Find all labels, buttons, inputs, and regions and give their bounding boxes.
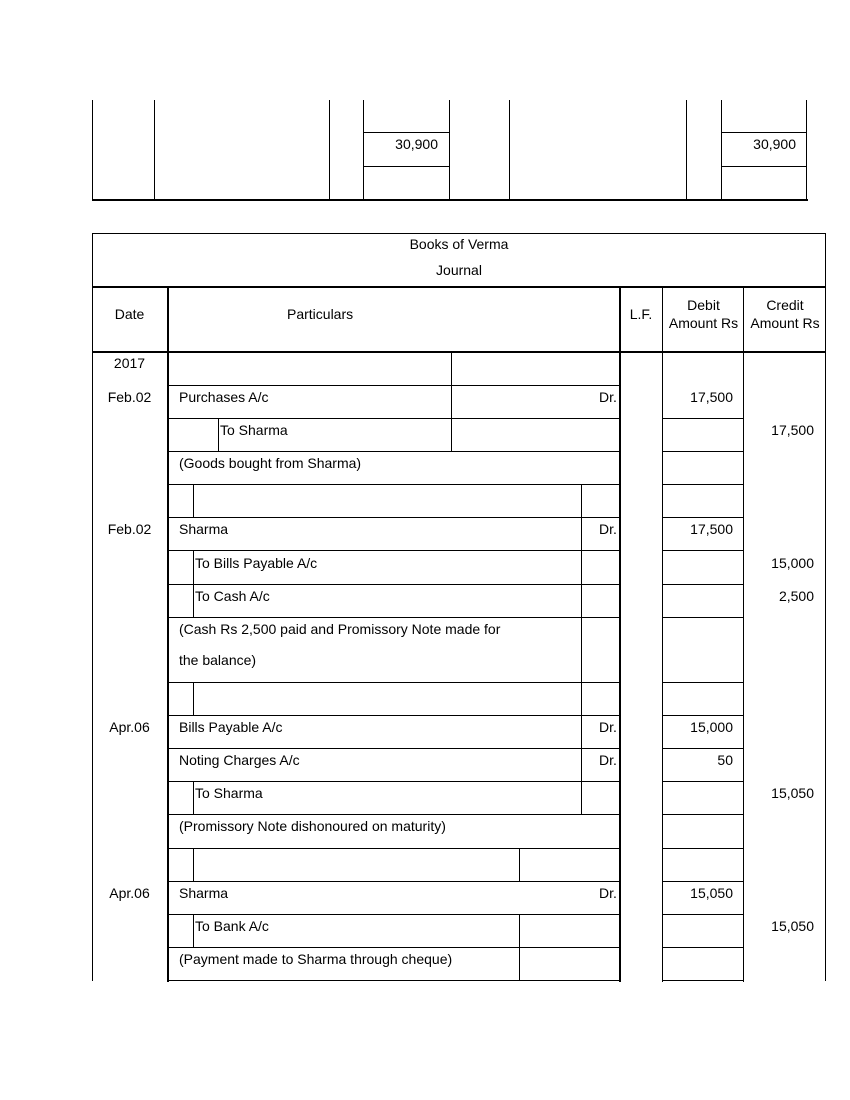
rule [619,286,621,982]
rule [663,781,744,782]
rule [663,517,744,518]
rule [193,914,194,947]
credit-account: To Sharma [195,785,263,801]
header-credit-2: Amount Rs [750,315,820,331]
rule [92,199,808,201]
header-debit-2: Amount Rs [668,315,739,331]
header-date: Date [114,306,145,322]
rule [363,166,450,167]
dr-marker: Dr. [599,719,617,735]
rule [167,286,169,982]
rule [168,418,620,419]
rule [663,715,744,716]
rule [663,947,744,948]
header-particulars: Particulars [287,306,354,322]
rule [92,233,93,981]
credit-amount: 15,050 [771,918,814,934]
rule [451,352,452,451]
rule [663,980,744,981]
rule [168,980,620,981]
narration-line: (Cash Rs 2,500 paid and Promissory Note made for [179,621,501,637]
credit-amount: 15,050 [771,785,814,801]
debit-amount: 17,500 [690,389,733,405]
header-lf: L.F. [629,306,653,322]
debit-account: Bills Payable A/c [179,719,283,735]
narration: (Goods bought from Sharma) [179,455,362,471]
rule [193,781,194,814]
entry-date: Feb.02 [107,389,152,405]
rule [663,418,744,419]
debit-amount: 50 [717,752,733,768]
rule [168,617,620,618]
total-left: 30,900 [395,136,438,152]
rule [168,881,620,882]
dr-marker: Dr. [599,521,617,537]
book-title: Books of Verma [409,236,509,252]
debit-amount: 17,500 [690,521,733,537]
dr-marker: Dr. [599,389,617,405]
credit-account: To Cash A/c [195,588,270,604]
entry-date: Apr.06 [109,719,150,735]
debit-account: Sharma [179,521,229,537]
rule [92,100,93,201]
debit-account: Sharma [179,885,229,901]
rule [193,682,194,715]
journal-subtitle: Journal [436,262,482,278]
rule [168,914,620,915]
credit-account: To Bills Payable A/c [195,555,318,571]
rule [92,351,826,353]
rule [663,914,744,915]
credit-account: To Sharma [220,422,288,438]
credit-account: To Bank A/c [195,918,269,934]
rule [168,781,620,782]
narration: (Payment made to Sharma through cheque) [179,951,453,967]
rule [363,132,450,133]
rule [806,100,807,201]
narration: (Promissory Note dishonoured on maturity) [179,818,446,834]
rule [663,484,744,485]
rule [92,233,826,234]
rule [581,484,582,682]
rule [168,385,620,386]
rule [92,286,826,288]
rule [168,517,620,518]
dr-marker: Dr. [599,752,617,768]
year: 2017 [113,355,146,371]
credit-amount: 17,500 [771,422,814,438]
entry-date: Feb.02 [107,521,152,537]
rule [663,881,744,882]
rule [663,617,744,618]
rule [686,100,687,201]
rule [154,100,155,201]
credit-amount: 15,000 [771,555,814,571]
rule [218,418,219,451]
rule [721,166,807,167]
rule [168,451,620,452]
debit-account: Purchases A/c [179,389,269,405]
dr-marker: Dr. [599,885,617,901]
entry-date: Apr.06 [109,885,150,901]
rule [509,100,510,201]
rule [663,451,744,452]
rule [825,233,826,981]
rule [168,682,620,683]
debit-account: Noting Charges A/c [179,752,300,768]
rule [168,584,620,585]
rule [168,848,620,849]
rule [168,947,620,948]
rule [721,132,807,133]
rule [168,715,620,716]
rule [168,550,620,551]
debit-amount: 15,050 [690,885,733,901]
header-credit-1: Credit [766,297,804,313]
rule [581,682,582,814]
rule [663,748,744,749]
credit-amount: 2,500 [778,588,814,604]
rule [663,584,744,585]
rule [193,484,194,517]
rule [663,814,744,815]
total-right: 30,900 [753,136,796,152]
rule [743,286,744,982]
rule [449,100,450,201]
debit-amount: 15,000 [690,719,733,735]
rule [168,814,620,815]
narration-line: the balance) [179,652,257,668]
rule [519,848,520,881]
rule [193,550,194,617]
rule [168,748,620,749]
rule [663,848,744,849]
rule [663,550,744,551]
rule [329,100,330,201]
rule [663,682,744,683]
rule [519,914,520,981]
rule [193,848,194,881]
header-debit-1: Debit [687,297,720,313]
rule [168,484,620,485]
